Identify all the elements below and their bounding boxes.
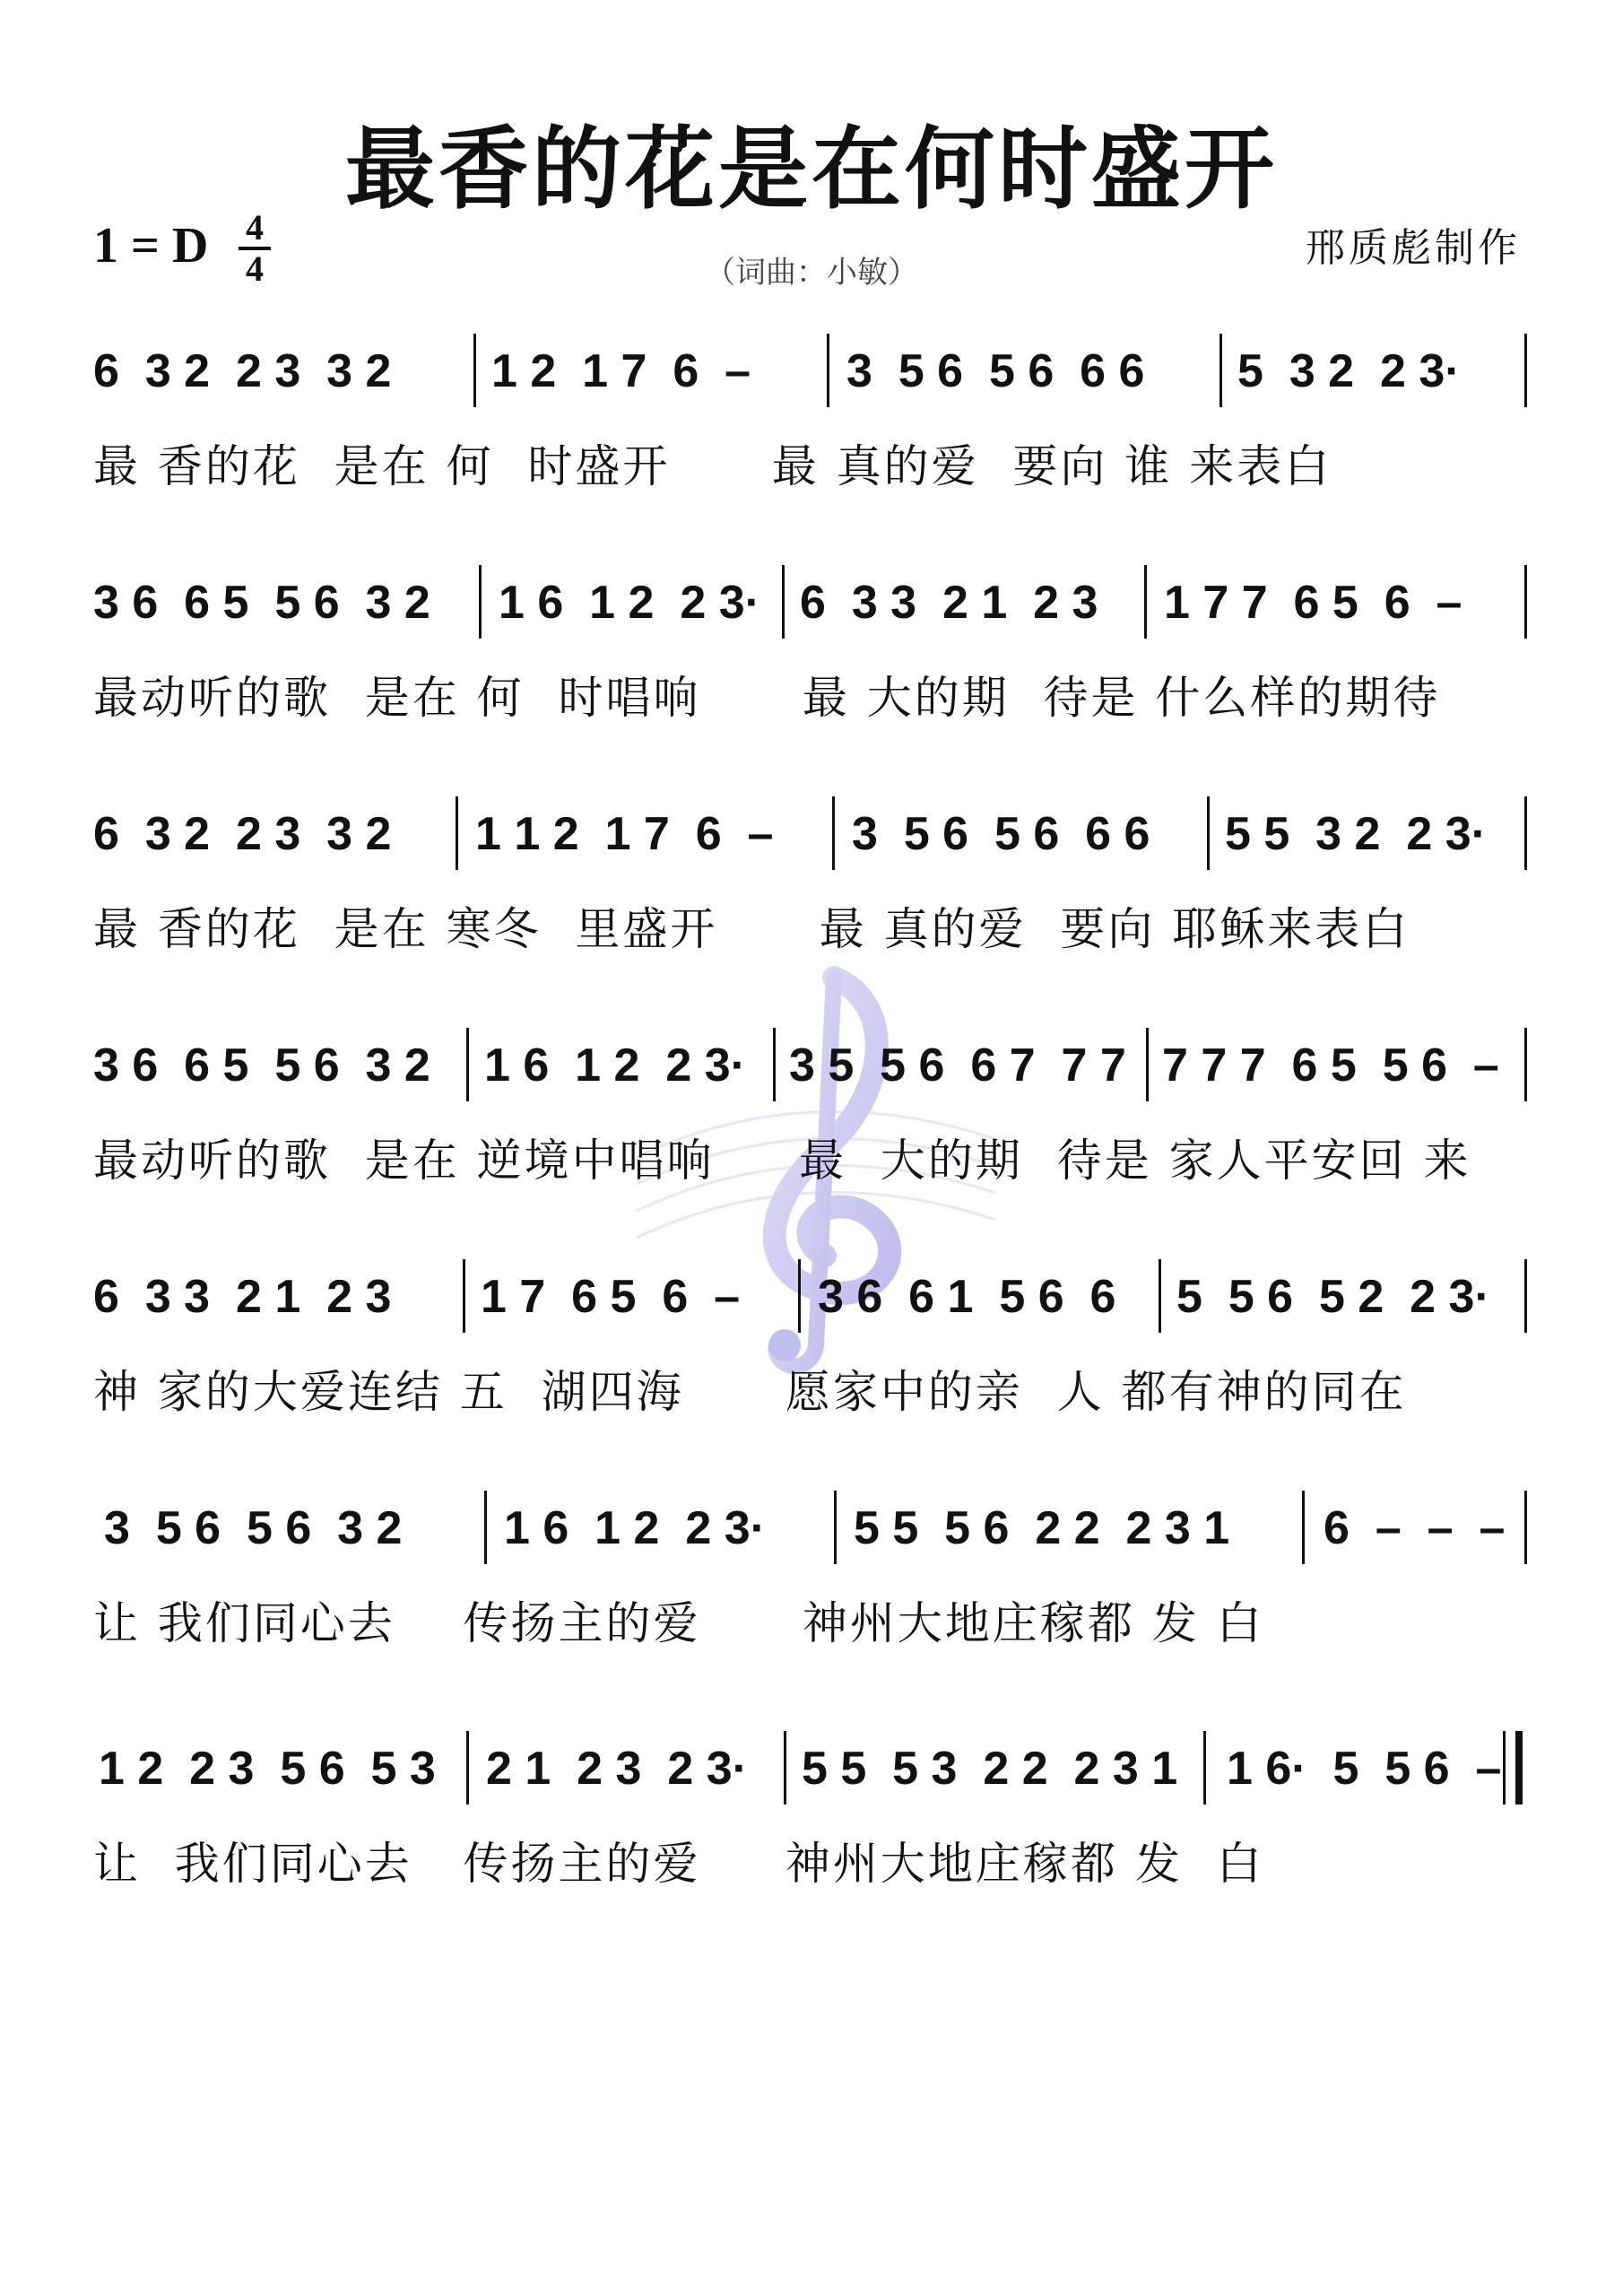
measure-1: 3 6 6 5 5 6 3 2 xyxy=(93,1039,430,1091)
measure-4: 6 – – – xyxy=(1324,1502,1506,1554)
measure-3: 3 5 6 5 6 6 6 xyxy=(852,808,1150,860)
bar-line xyxy=(1207,796,1210,870)
bar-line xyxy=(1146,1028,1149,1101)
bar-line xyxy=(798,1259,801,1333)
lyric-line: 让 我们同心去 传扬主的爱 神州大地庄稼都 发 白 xyxy=(93,1597,1264,1649)
bar-line xyxy=(456,796,458,870)
lyric-line: 最 香的花 是在 何 时盛开 最 真的爱 要向 谁 来表白 xyxy=(93,440,1332,492)
measure-3: 3 5 6 5 6 6 6 xyxy=(846,345,1145,397)
bar-line xyxy=(1144,565,1147,639)
measure-4: 1 7 7 6 5 6 – xyxy=(1164,577,1462,629)
lyric-line: 最 香的花 是在 寒冬 里盛开 最 真的爱 要向 耶稣来表白 xyxy=(93,903,1410,955)
bar-line xyxy=(479,565,482,639)
measure-1: 1 2 2 3 5 6 5 3 xyxy=(99,1743,436,1795)
bar-line xyxy=(484,1491,487,1564)
measure-4: 7 7 7 6 5 5 6 – xyxy=(1162,1039,1499,1091)
lyric-line: 让 我们同心去 传扬主的爱 神州大地庄稼都 发 白 xyxy=(93,1838,1264,1890)
measure-3: 3 5 5 6 6 7 7 7 xyxy=(789,1039,1126,1091)
measure-3: 5 5 5 6 2 2 2 3 1 xyxy=(854,1502,1230,1554)
bar-line xyxy=(832,796,835,870)
measure-3: 6 3 3 2 1 2 3 xyxy=(800,577,1098,629)
bar-line xyxy=(1524,1491,1527,1564)
lyricist-composer-credit: （词曲：小敏） xyxy=(705,255,918,291)
measure-2: 1 1 2 1 7 6 – xyxy=(475,808,774,860)
lyric-line: 神 家的大爱连结 五 湖四海 愿家中的亲 人 都有神的同在 xyxy=(93,1366,1407,1418)
bar-line xyxy=(1524,1259,1527,1333)
bar-line xyxy=(1219,334,1222,407)
measure-1: 6 3 2 2 3 3 2 xyxy=(93,345,392,397)
measure-2: 1 6 1 2 2 3· xyxy=(499,577,760,629)
measure-4: 5 5 3 2 2 3· xyxy=(1225,808,1487,860)
bar-line xyxy=(1524,796,1527,870)
bar-line xyxy=(1503,1731,1506,1805)
bar-line xyxy=(1524,334,1527,407)
bar-line xyxy=(773,1028,776,1101)
lyric-line: 最动听的歌 是在 逆境中唱响 最 大的期 待是 家人平安回 来 xyxy=(93,1135,1471,1187)
bar-line xyxy=(827,334,829,407)
final-bar-line xyxy=(1515,1731,1523,1805)
bar-line xyxy=(466,1731,469,1805)
measure-2: 1 2 1 7 6 – xyxy=(491,345,751,397)
measure-3: 3 6 6 1 5 6 6 xyxy=(818,1271,1116,1323)
measure-1: 6 3 3 2 1 2 3 xyxy=(93,1271,392,1323)
lyric-line: 最动听的歌 是在 何 时唱响 最 大的期 待是 什么样的期待 xyxy=(93,672,1441,724)
bar-line xyxy=(1203,1731,1206,1805)
bar-line xyxy=(1302,1491,1305,1564)
bar-line xyxy=(784,1731,786,1805)
measure-2: 2 1 2 3 2 3· xyxy=(486,1743,748,1795)
bar-line xyxy=(782,565,785,639)
bar-line xyxy=(1524,565,1527,639)
bar-line xyxy=(473,334,476,407)
bar-line xyxy=(463,1259,465,1333)
measure-2: 1 6 1 2 2 3· xyxy=(484,1039,746,1091)
bar-line xyxy=(1524,1028,1527,1101)
measure-1: 6 3 2 2 3 3 2 xyxy=(93,808,392,860)
measure-1: 3 5 6 5 6 3 2 xyxy=(104,1502,403,1554)
measure-4: 5 5 6 5 2 2 3· xyxy=(1176,1271,1490,1323)
time-signature-top: 4 xyxy=(246,207,264,248)
measure-2: 1 7 6 5 6 – xyxy=(481,1271,741,1323)
arranger-credit: 邢质彪制作 xyxy=(1306,225,1521,271)
time-signature-bottom: 4 xyxy=(246,248,264,289)
key-signature: 1 = D xyxy=(93,218,209,274)
measure-4: 5 3 2 2 3· xyxy=(1237,345,1461,397)
measure-2: 1 6 1 2 2 3· xyxy=(504,1502,766,1554)
measure-1: 3 6 6 5 5 6 3 2 xyxy=(93,577,430,629)
song-title: 最香的花是在何时盛开 xyxy=(345,117,1278,222)
bar-line xyxy=(466,1028,469,1101)
bar-line xyxy=(1159,1259,1161,1333)
measure-3: 5 5 5 3 2 2 2 3 1 xyxy=(802,1743,1178,1795)
measure-4: 1 6· 5 5 6 – xyxy=(1227,1743,1502,1795)
bar-line xyxy=(834,1491,837,1564)
